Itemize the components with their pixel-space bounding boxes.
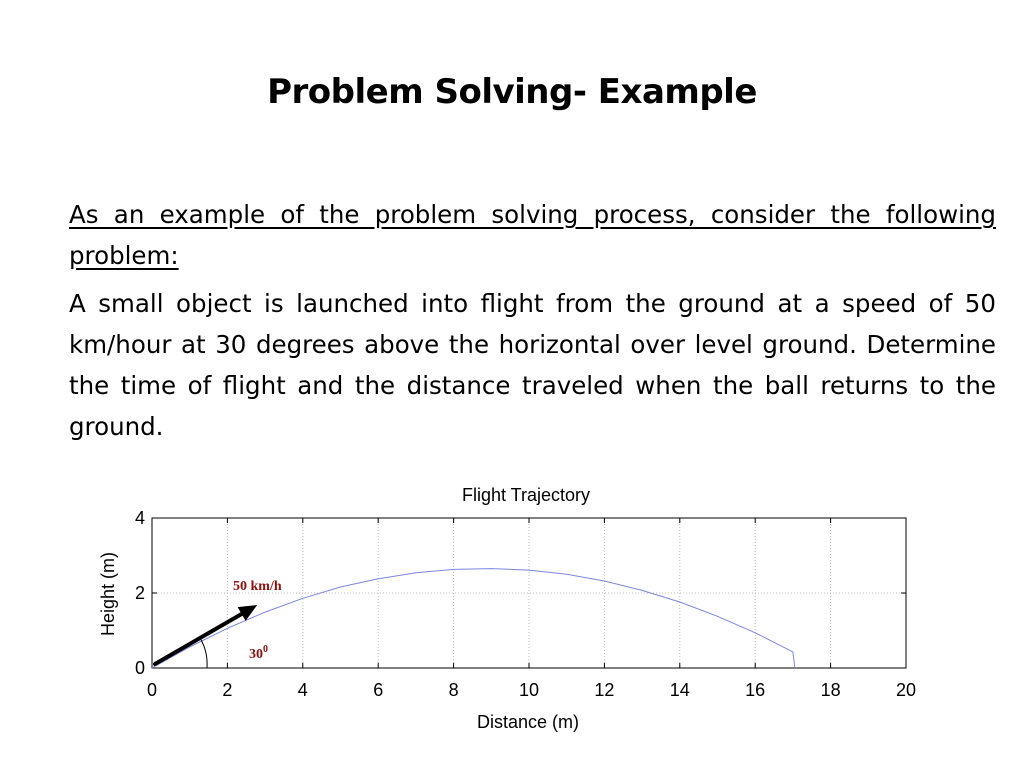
launch-angle-arc <box>200 638 207 668</box>
x-tick-label: 18 <box>820 680 841 700</box>
intro-text: As an example of the problem solving process, consider the following problem: <box>69 200 996 270</box>
problem-statement: A small object is launched into flight from the ground at a speed of 50 km/hour at 30 degrees above the horizontal over level ground. Determine the time of flight and the distance traveled when the ball returns to the ground. <box>69 289 996 441</box>
x-tick-label: 0 <box>146 680 158 700</box>
x-tick-label: 10 <box>518 680 540 700</box>
x-tick-label: 4 <box>297 680 308 700</box>
x-tick-labels <box>147 680 916 700</box>
y-tick-label: 2 <box>134 583 145 603</box>
x-tick-label: 2 <box>222 680 233 700</box>
y-tick-labels <box>135 508 145 678</box>
y-axis-label: Height (m) <box>98 551 118 637</box>
x-tick-label: 14 <box>669 680 690 700</box>
slide-title: Problem Solving- Example <box>267 72 757 112</box>
x-axis-label: Distance (m) <box>476 712 580 732</box>
x-tick-label: 8 <box>448 680 459 700</box>
x-tick-label: 12 <box>594 680 615 700</box>
y-tick-label: 4 <box>134 508 145 528</box>
y-tick-label: 0 <box>134 658 145 678</box>
angle-label: $30^0$ <box>249 644 268 662</box>
x-tick-label: 6 <box>373 680 384 700</box>
x-tick-label: 16 <box>745 680 766 700</box>
speed-label: 50 km/h <box>233 579 282 594</box>
chart-title: Flight Trajectory <box>461 485 591 505</box>
x-tick-label: 20 <box>895 680 917 700</box>
angle-degree-sup: 0 <box>263 644 268 655</box>
flight-trajectory-chart <box>0 470 1024 760</box>
velocity-arrow <box>155 609 250 664</box>
